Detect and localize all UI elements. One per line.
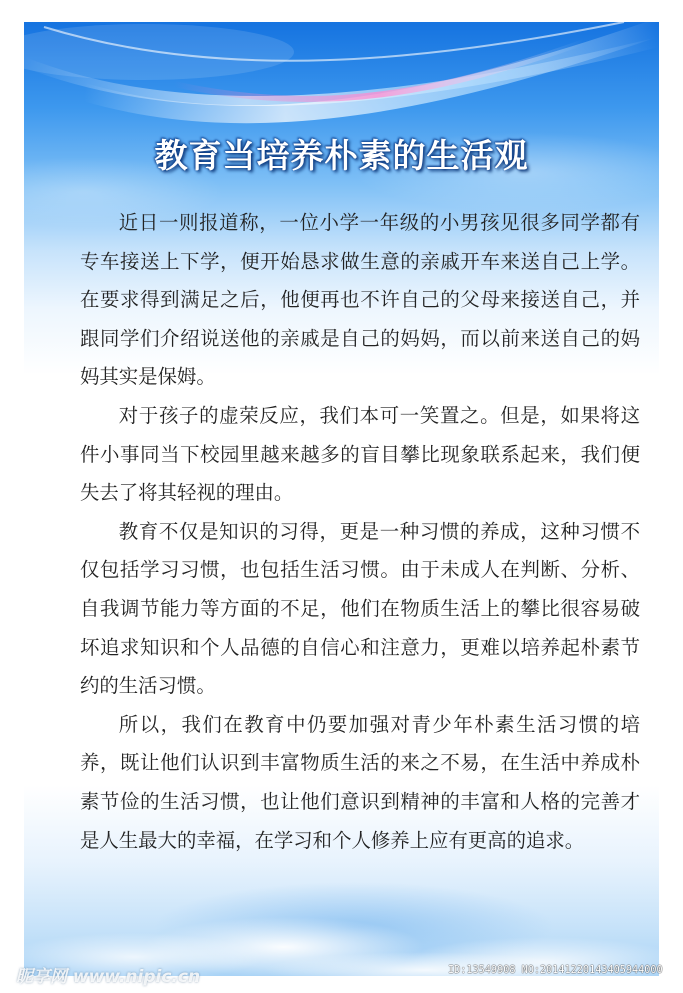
article-body xyxy=(80,204,640,860)
poster xyxy=(24,22,659,976)
image-id-watermark: ID:13549908 NO:20141220143405944000 xyxy=(448,965,663,976)
paragraph-3: 教育不仅是知识的习得，更是一种习惯的养成，这种习惯不仅包括学习习惯，也包括生活习惯。由于未成人在判断、分析、自我调节能力等方面的不足，他们在物质生活上的攀比很容易破坏追求知识和个人品德的自信心和注意力，更难以培养起朴素节约的生活习惯。 xyxy=(80,519,640,698)
paragraph-1: 近日一则报道称，一位小学一年级的小男孩见很多同学都有专车接送上下学，便开始恳求做生意的亲戚开车来送自己上学。在要求得到满足之后，他便再也不许自己的父母来接送自己，并跟同学们介绍说送他的亲戚是自己的妈妈，而以前来送自己的妈妈其实是保姆。 xyxy=(80,211,640,389)
paragraph-4: 所以，我们在教育中仍要加强对青少年朴素生活习惯的培养，既让他们认识到丰富物质生活的来之不易，在生活中养成朴素节俭的生活习惯，也让他们意识到精神的丰富和人格的完善才是人生最大的幸福，在学习和个人修养上应有更高的追求。 xyxy=(80,712,640,852)
site-watermark: 昵享网 www.nipic.cn xyxy=(16,967,201,987)
poster-title: 教育当培养朴素的生活观 xyxy=(154,136,529,175)
paragraph-2: 对于孩子的虚荣反应，我们本可一笑置之。但是，如果将这件小事同当下校园里越来越多的盲目攀比现象联系起来，我们便失去了将其轻视的理由。 xyxy=(80,403,640,505)
